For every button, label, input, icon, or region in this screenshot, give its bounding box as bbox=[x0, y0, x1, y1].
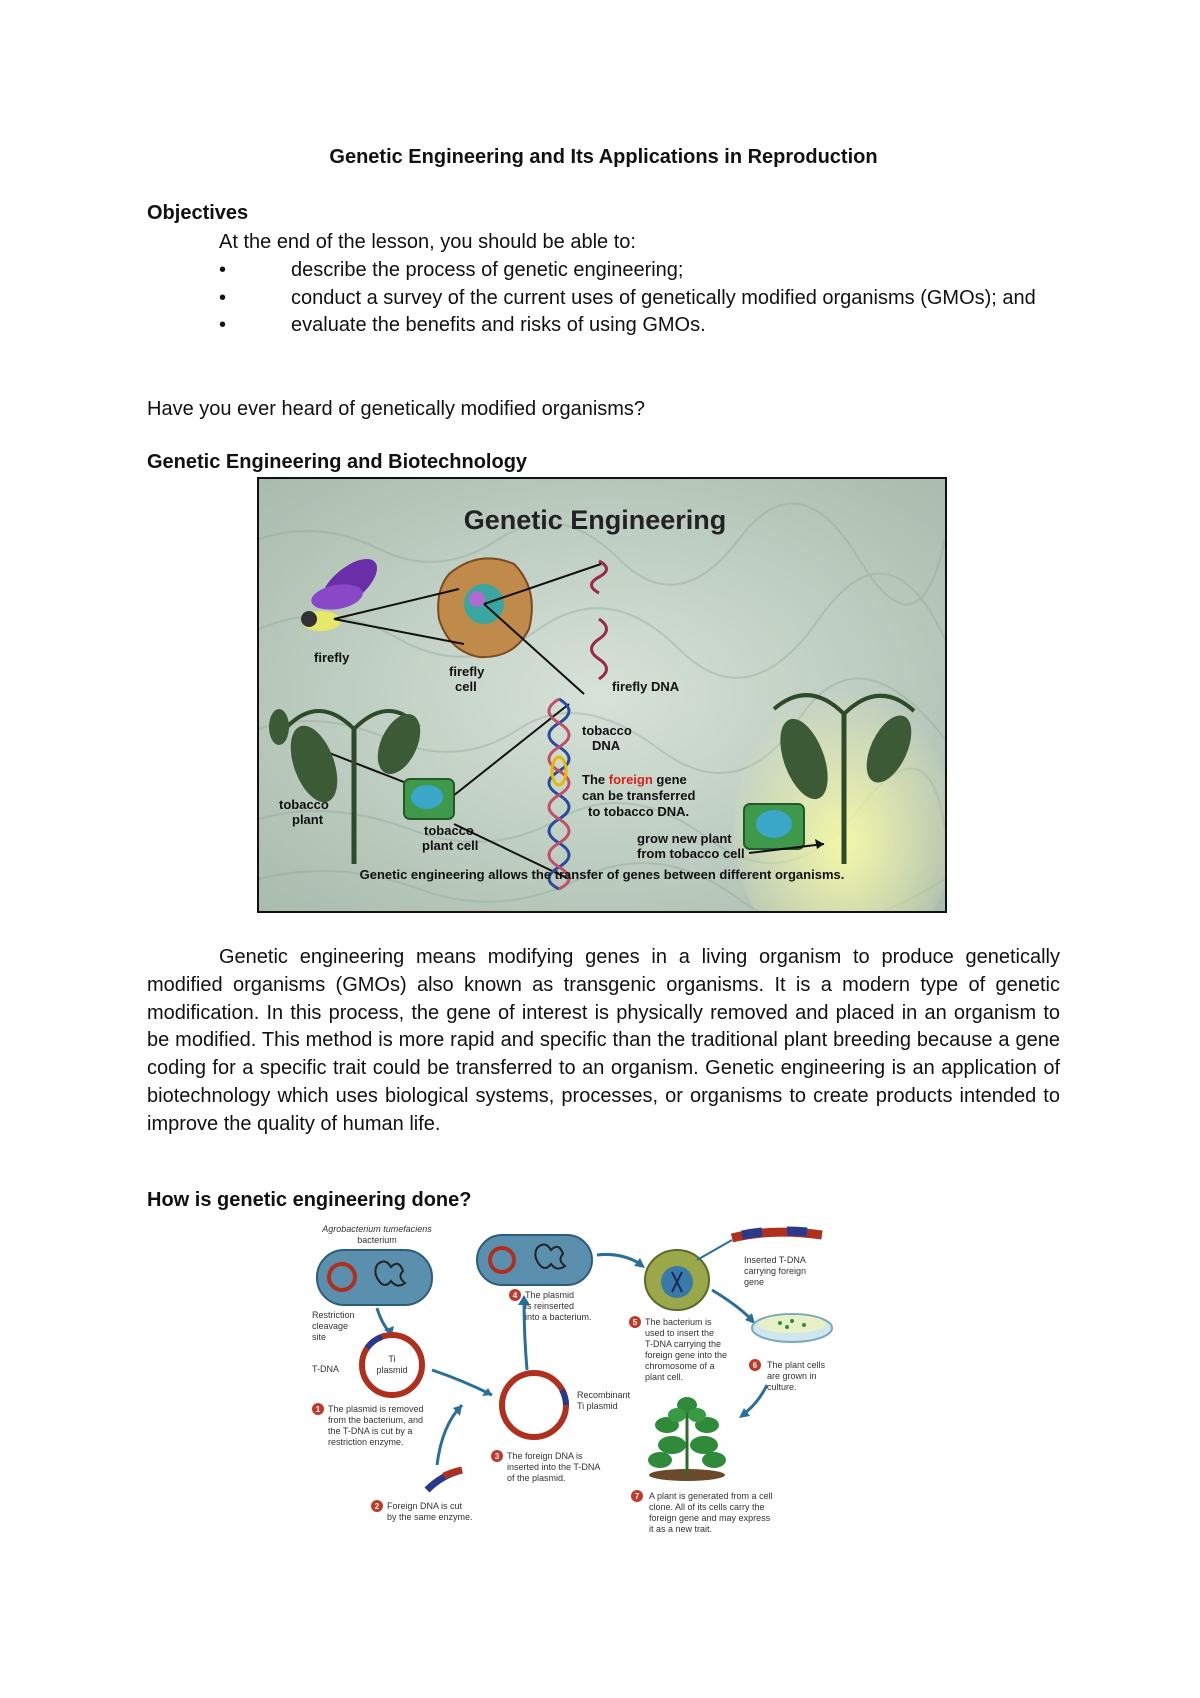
petri-dish-icon bbox=[752, 1314, 832, 1342]
label-step2-1: Foreign DNA is cut bbox=[387, 1501, 463, 1511]
arrow-icon bbox=[712, 1290, 752, 1320]
bacterium-2-icon bbox=[477, 1235, 592, 1285]
objective-item: • conduct a survey of the current uses of genetically modified organisms (GMOs); and bbox=[219, 285, 1060, 313]
tobacco-cell-2-icon bbox=[744, 804, 804, 849]
label-tobacco-plant-1: tobacco bbox=[279, 797, 329, 812]
objective-item: • describe the process of genetic engineering; bbox=[219, 257, 1060, 285]
recombinant-plasmid-icon bbox=[502, 1373, 566, 1437]
svg-text:2: 2 bbox=[374, 1502, 380, 1511]
objectives-heading: Objectives bbox=[147, 202, 249, 224]
label-foreign-line-2: can be transferred bbox=[582, 788, 696, 803]
svg-text:1: 1 bbox=[315, 1405, 321, 1414]
label-step5-3: T-DNA carrying the bbox=[645, 1339, 722, 1349]
label-step5-4: foreign gene into the bbox=[645, 1350, 728, 1360]
label-step7-1: A plant is generated from a cell bbox=[649, 1491, 773, 1501]
label-tobacco-cell-1: tobacco bbox=[424, 823, 474, 838]
bullet-icon: • bbox=[219, 314, 227, 337]
bullet-icon: • bbox=[219, 259, 227, 281]
label-firefly: firefly bbox=[314, 650, 350, 665]
label-firefly-cell-2: cell bbox=[455, 679, 477, 694]
tdna-segment bbox=[367, 1337, 382, 1348]
plant-icon bbox=[648, 1397, 726, 1481]
figure1-caption: Genetic engineering allows the transfer of genes between different organisms. bbox=[359, 867, 845, 882]
label-inserted-2: carrying foreign bbox=[744, 1266, 807, 1276]
label-step6-1: The plant cells bbox=[767, 1360, 826, 1370]
inserted-tdna-icon bbox=[732, 1231, 822, 1238]
label-grow-2: from tobacco cell bbox=[637, 846, 745, 861]
label-step1-4: restriction enzyme. bbox=[328, 1437, 404, 1447]
figure-genetic-engineering bbox=[257, 477, 947, 913]
svg-text:3: 3 bbox=[494, 1452, 500, 1461]
label-foreign-line-3: to tobacco DNA. bbox=[588, 804, 690, 819]
label-tobacco-dna-1: tobacco bbox=[582, 723, 632, 738]
label-agro-2: bacterium bbox=[357, 1235, 397, 1245]
label-restriction-1: Restriction bbox=[312, 1310, 355, 1320]
objectives-intro: At the end of the lesson, you should be able to: bbox=[219, 231, 636, 253]
label-step3-3: of the plasmid. bbox=[507, 1473, 566, 1483]
bullet-icon: • bbox=[219, 286, 227, 309]
svg-text:5: 5 bbox=[632, 1318, 638, 1327]
label-tobacco-dna-2: DNA bbox=[592, 738, 621, 753]
figure-agrobacterium-svg bbox=[312, 1220, 897, 1550]
label-restriction-2: cleavage bbox=[312, 1321, 349, 1331]
objective-item: • evaluate the benefits and risks of using GMOs. bbox=[219, 312, 1060, 340]
label-tdna: T-DNA bbox=[312, 1364, 339, 1374]
tobacco-cell-icon bbox=[404, 779, 454, 819]
figure-genetic-engineering-svg bbox=[259, 479, 945, 911]
label-recomb-2: Ti plasmid bbox=[577, 1401, 618, 1411]
svg-text:6: 6 bbox=[752, 1361, 758, 1370]
label-firefly-cell-1: firefly bbox=[449, 664, 485, 679]
label-step6-3: culture. bbox=[767, 1382, 797, 1392]
label-step4-1: The plasmid bbox=[525, 1290, 575, 1300]
label-step5-1: The bacterium is bbox=[645, 1317, 712, 1327]
label-tobacco-plant-2: plant bbox=[292, 812, 324, 827]
label-firefly-dna: firefly DNA bbox=[612, 679, 680, 694]
label-step3-1: The foreign DNA is bbox=[507, 1451, 583, 1461]
label-inserted-1: Inserted T-DNA bbox=[744, 1255, 806, 1265]
label-inserted-3: gene bbox=[744, 1277, 765, 1287]
section-heading-how: How is genetic engineering done? bbox=[147, 1189, 472, 1211]
label-step1-3: the T-DNA is cut by a bbox=[328, 1426, 413, 1436]
section-heading-biotech: Genetic Engineering and Biotechnology bbox=[147, 451, 528, 473]
genetic-engineering-paragraph: Genetic engineering means modifying genes in a living organism to produce genetically modified organisms (GMOs) also known as transgenic organisms. It is a modern type of genetic modification. In this process, the gene of interest is physically removed and placed in an organism to be modified. This method is more rapid and specific than the traditional plant breeding because a gene coding for a specific trait could be transferred to an organism. Genetic engineering is an application of biotechnology which uses biological systems, processes, or organisms to create products intended to improve the quality of human life. bbox=[147, 946, 1060, 1135]
figure1-title: Genetic Engineering bbox=[463, 505, 727, 535]
label-step7-3: foreign gene and may express bbox=[649, 1513, 771, 1523]
intro-question: Have you ever heard of genetically modified organisms? bbox=[147, 398, 646, 420]
label-step4-3: into a bacterium. bbox=[525, 1312, 592, 1322]
label-grow-1: grow new plant bbox=[637, 831, 732, 846]
label-step3-2: inserted into the T-DNA bbox=[507, 1462, 601, 1472]
arrow-icon bbox=[432, 1370, 492, 1395]
label-tobacco-cell-2: plant cell bbox=[422, 838, 479, 853]
label-step7-2: clone. All of its cells carry the bbox=[649, 1502, 765, 1512]
label-step4-2: is reinserted bbox=[525, 1301, 575, 1311]
document-title: Genetic Engineering and Its Applications in Reproduction bbox=[329, 146, 878, 168]
svg-text:7: 7 bbox=[634, 1492, 640, 1501]
label-ti-2: plasmid bbox=[376, 1365, 408, 1375]
label-recomb-1: Recombinant bbox=[577, 1390, 631, 1400]
label-restriction-3: site bbox=[312, 1332, 327, 1342]
arrow-icon bbox=[597, 1254, 642, 1265]
label-step5-6: plant cell. bbox=[645, 1372, 684, 1382]
label-step5-2: used to insert the bbox=[645, 1328, 715, 1338]
label-agro-1: Agrobacterium tumefaciens bbox=[322, 1224, 432, 1234]
label-step5-5: chromosome of a bbox=[645, 1361, 715, 1371]
label-step1-2: from the bacterium, and bbox=[328, 1415, 424, 1425]
bacterium-icon bbox=[317, 1250, 432, 1305]
objectives-list bbox=[219, 257, 1060, 340]
label-step7-4: it as a new trait. bbox=[649, 1524, 713, 1534]
svg-text:4: 4 bbox=[512, 1291, 518, 1300]
label-ti-1: Ti bbox=[388, 1354, 396, 1364]
label-step6-2: are grown in bbox=[767, 1371, 817, 1381]
figure-agrobacterium-process bbox=[312, 1220, 897, 1550]
label-foreign-line-1: The foreign gene bbox=[582, 772, 687, 787]
label-step2-2: by the same enzyme. bbox=[387, 1512, 473, 1522]
label-step1-1: The plasmid is removed bbox=[328, 1404, 424, 1414]
